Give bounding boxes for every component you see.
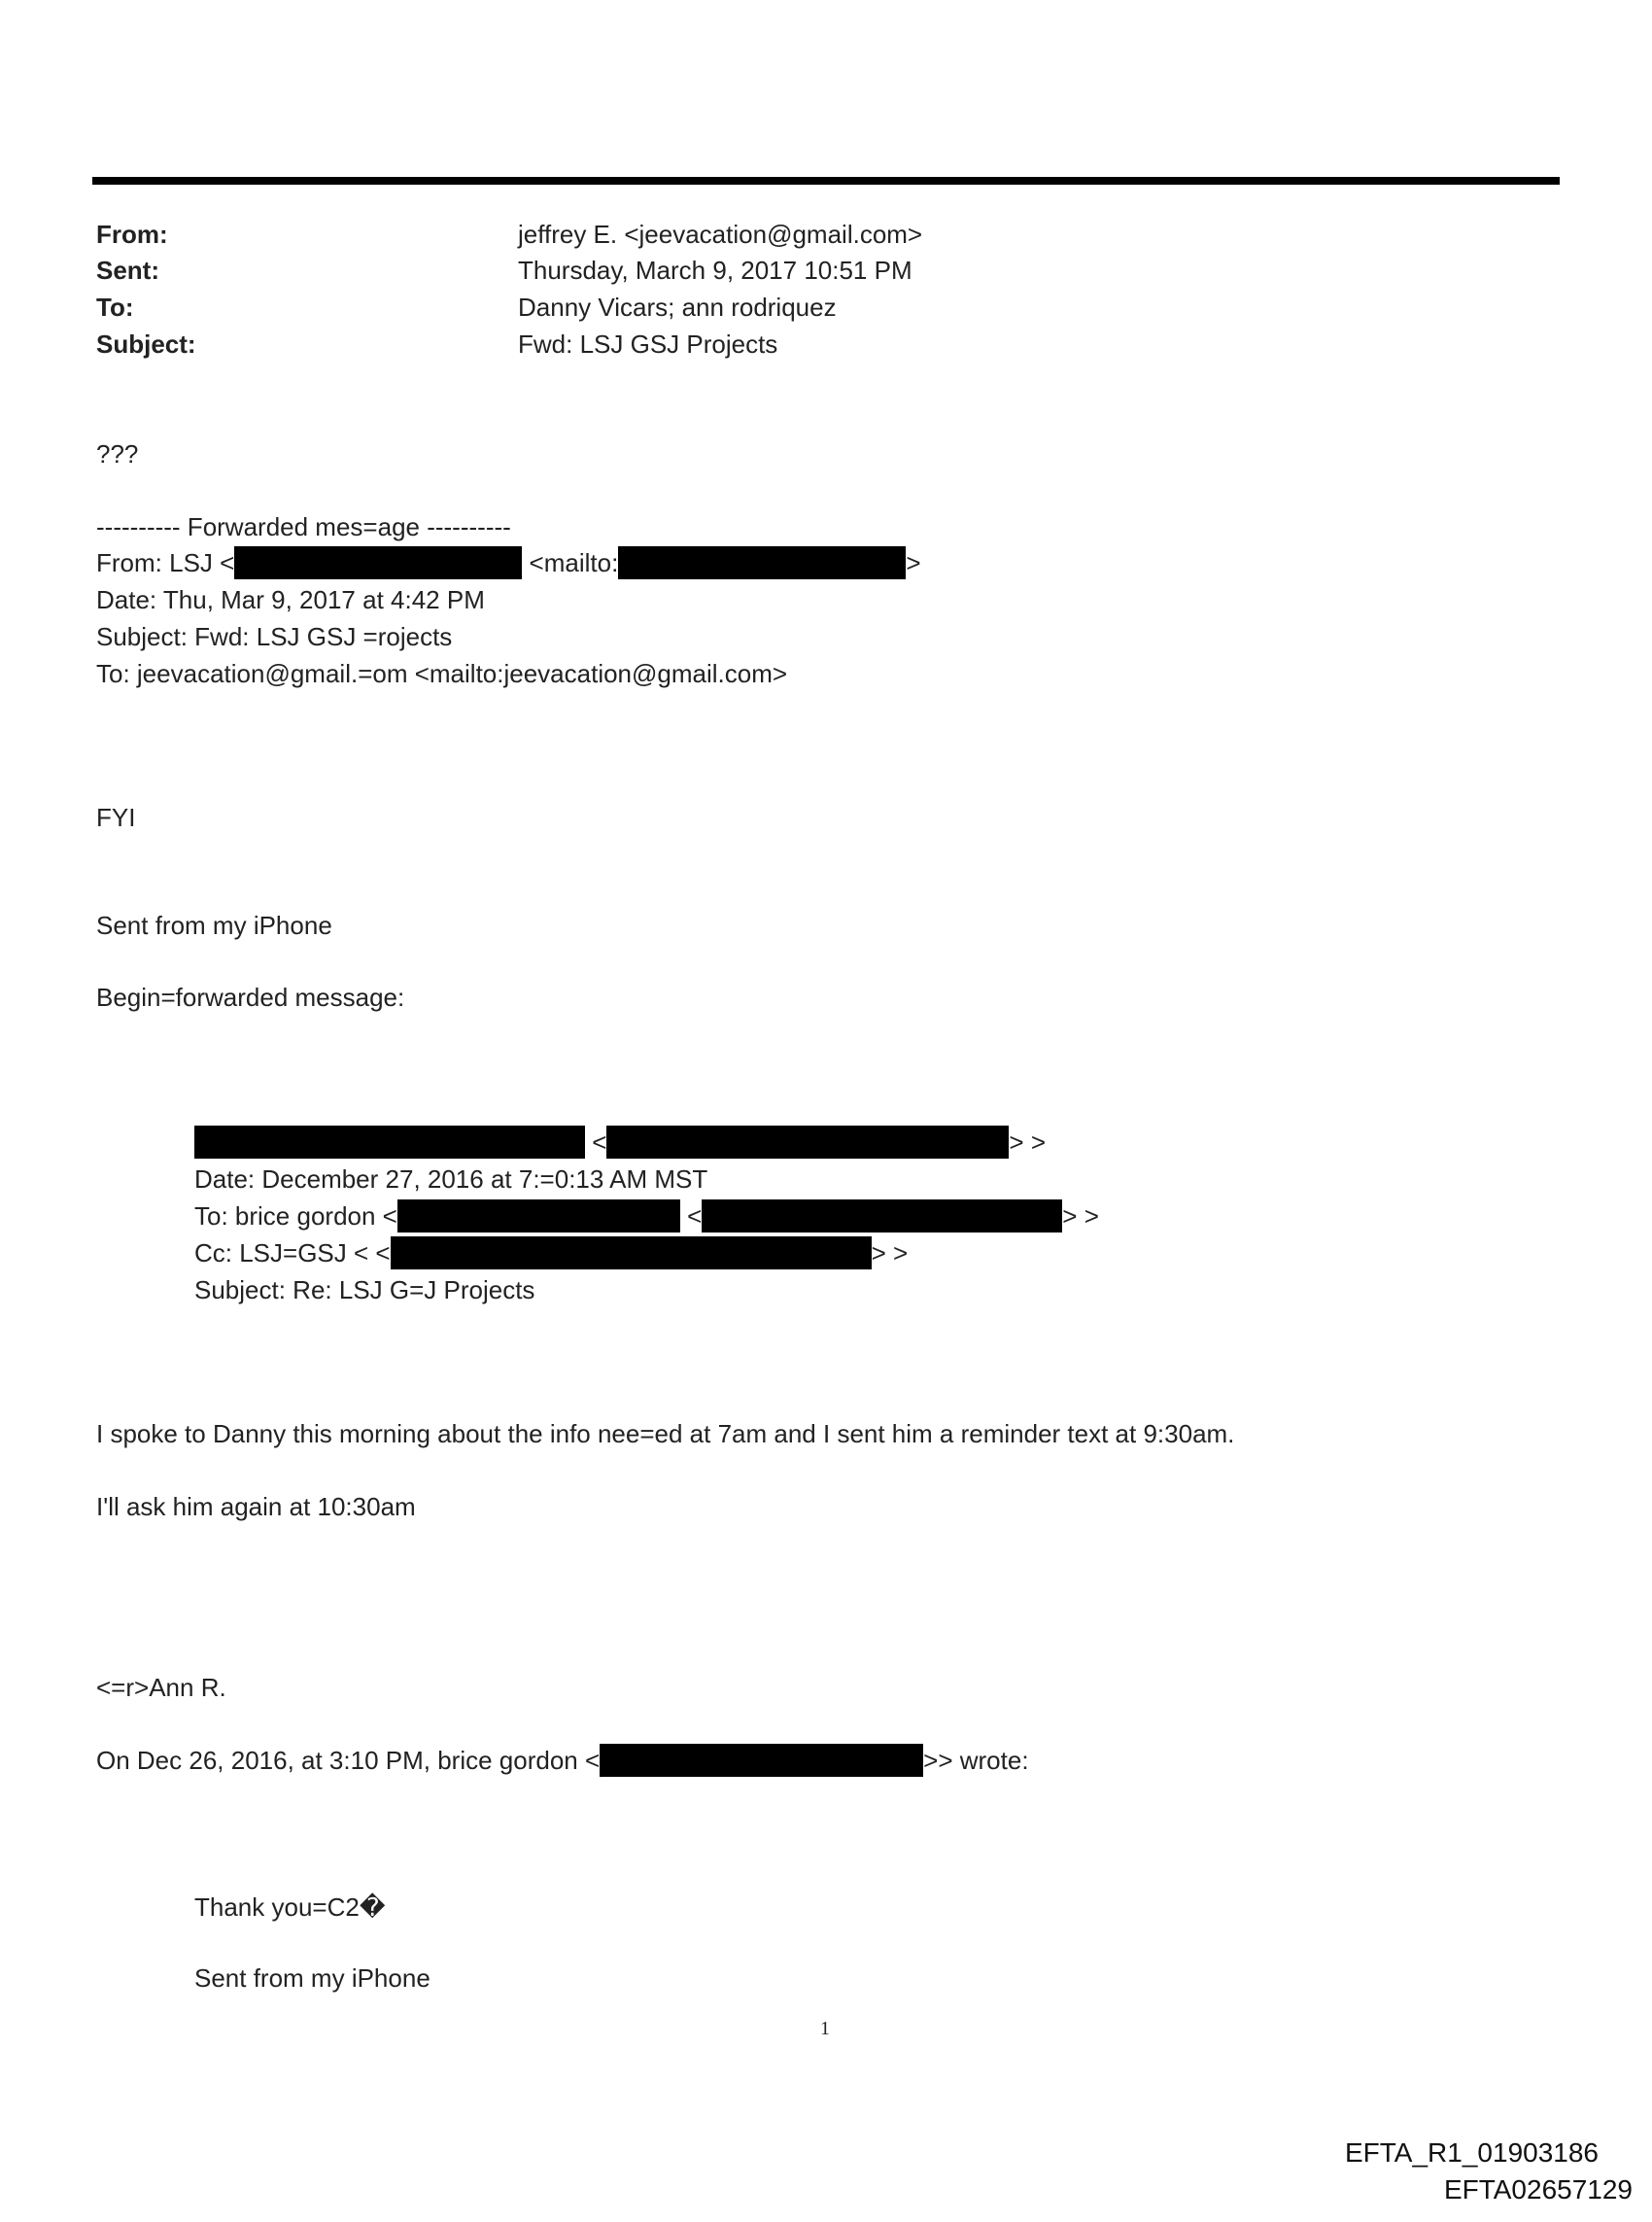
- signature: <=r>Ann R.: [96, 1673, 226, 1702]
- inner-cc-prefix: Cc: LSJ=GSJ < <: [194, 1238, 391, 1267]
- efta-id: EFTA02657129: [1443, 2174, 1633, 2205]
- inner-cc-line: [194, 1235, 908, 1270]
- forward-to: To: jeevacation@gmail.=om <mailto:jeevacation@gmail.com>: [96, 659, 788, 688]
- bracket-text: <: [679, 1201, 703, 1231]
- to-value: Danny Vicars; ann rodriquez: [518, 293, 837, 322]
- on-dec-line: [96, 1743, 1029, 1778]
- redaction-box: [600, 1744, 923, 1777]
- subject-value: Fwd: LSJ GSJ Projects: [518, 330, 778, 359]
- redaction-box: [194, 1126, 585, 1159]
- inner-date: Date: December 27, 2016 at 7:=0:13 AM MST: [194, 1164, 708, 1194]
- fyi-text: FYI: [96, 803, 136, 832]
- question-marks: ???: [96, 439, 139, 469]
- redaction-box: [618, 546, 906, 579]
- inner-to-line: [194, 1198, 1099, 1233]
- redaction-box: [234, 546, 522, 579]
- from-value: jeffrey E. <jeevacation@gmail.com>: [518, 220, 923, 249]
- redaction-box: [397, 1199, 680, 1233]
- sent-from-iphone: Sent from my iPhone: [96, 911, 332, 940]
- efta-r1-id: EFTA_R1_01903186: [1345, 2137, 1599, 2168]
- subject-label: Subject:: [96, 330, 196, 359]
- thank-you: Thank you=C2�: [194, 1892, 386, 1922]
- forward-date: Date: Thu, Mar 9, 2017 at 4:42 PM: [96, 585, 485, 614]
- forward-separator: ---------- Forwarded mes=age ----------: [96, 512, 511, 541]
- from-label: From:: [96, 220, 168, 249]
- forward-from-prefix: From: LSJ <: [96, 548, 235, 577]
- bracket-text: > >: [871, 1238, 909, 1267]
- sent-from-iphone-2: Sent from my iPhone: [194, 1963, 430, 1993]
- begin-forwarded: Begin=forwarded message:: [96, 983, 405, 1012]
- mailto-text: <mailto:: [522, 548, 619, 577]
- sent-label: Sent:: [96, 256, 159, 285]
- to-label: To:: [96, 293, 134, 322]
- bracket-text: > >: [1009, 1128, 1047, 1157]
- redaction-box: [702, 1199, 1062, 1233]
- forward-subject: Subject: Fwd: LSJ GSJ =rojects: [96, 622, 453, 651]
- ask-again-text: I'll ask him again at 10:30am: [96, 1492, 416, 1521]
- spoke-text: I spoke to Danny this morning about the info nee=ed at 7am and I sent him a reminder text at 9:30am.: [96, 1419, 1235, 1448]
- on-dec-prefix: On Dec 26, 2016, at 3:10 PM, brice gordon <: [96, 1746, 601, 1775]
- on-dec-suffix: >> wrote:: [923, 1746, 1029, 1775]
- forward-from-line: [96, 545, 1068, 580]
- page-number: 1: [820, 2018, 830, 2039]
- inner-subject: Subject: Re: LSJ G=J Projects: [194, 1275, 535, 1304]
- bracket-text: <: [585, 1128, 607, 1157]
- bracket-text: >: [906, 548, 921, 577]
- sent-value: Thursday, March 9, 2017 10:51 PM: [518, 256, 912, 285]
- inner-from-line: [194, 1125, 1046, 1160]
- bracket-text: > >: [1062, 1201, 1099, 1231]
- redaction-box: [391, 1236, 872, 1269]
- redaction-box: [606, 1126, 1009, 1159]
- header-rule: [92, 177, 1560, 185]
- inner-to-prefix: To: brice gordon <: [194, 1201, 397, 1231]
